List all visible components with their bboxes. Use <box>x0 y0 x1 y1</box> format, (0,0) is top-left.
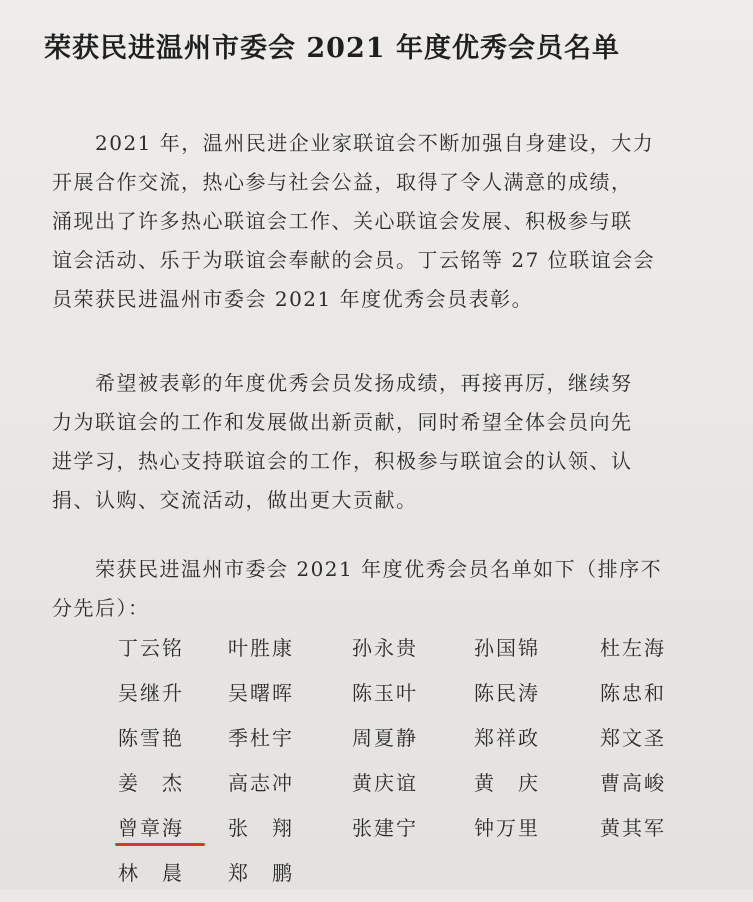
member-name: 季杜宇 <box>228 726 294 750</box>
member-name: 杜左海 <box>600 636 666 660</box>
member-name: 钟万里 <box>474 816 540 840</box>
name-row <box>118 722 738 767</box>
member-name: 郑 鹏 <box>228 861 294 885</box>
member-name: 陈雪艳 <box>118 726 184 750</box>
name-row <box>118 767 738 812</box>
member-name-list <box>118 632 738 902</box>
member-name: 高志冲 <box>228 771 294 795</box>
member-name: 张 翔 <box>228 816 294 840</box>
member-name: 孙永贵 <box>352 636 418 660</box>
member-name: 吴曙晖 <box>228 681 294 705</box>
text-line: 谊会活动、乐于为联谊会奉献的会员。丁云铭等 27 位联谊会会 <box>52 248 656 272</box>
red-underline-mark <box>115 843 205 846</box>
document-title: 荣获民进温州市委会 2021 年度优秀会员名单 <box>44 33 620 64</box>
text-line: 分先后）： <box>52 596 150 620</box>
text-line: 力为联谊会的工作和发展做出新贡献，同时希望全体会员向先 <box>52 410 633 434</box>
member-name: 叶胜康 <box>228 636 294 660</box>
paragraph-hope <box>52 364 742 520</box>
member-name: 姜 杰 <box>118 771 184 795</box>
member-name: 郑文圣 <box>600 726 666 750</box>
text-line: 进学习，热心支持联谊会的工作，积极参与联谊会的认领、认 <box>52 449 633 473</box>
name-row <box>118 677 738 722</box>
member-name: 黄庆谊 <box>352 771 418 795</box>
member-name: 孙国锦 <box>474 636 540 660</box>
member-name: 吴继升 <box>118 681 184 705</box>
paragraph-intro <box>52 124 742 319</box>
paragraph-list-intro <box>52 550 742 628</box>
text-line: 涌现出了许多热心联谊会工作、关心联谊会发展、积极参与联 <box>52 209 633 233</box>
name-row <box>118 632 738 677</box>
text-line: 捐、认购、交流活动，做出更大贡献。 <box>52 488 418 512</box>
member-name: 张建宁 <box>352 816 418 840</box>
member-name: 陈忠和 <box>600 681 666 705</box>
text-line: 希望被表彰的年度优秀会员发扬成绩，再接再厉，继续努 <box>52 371 633 395</box>
member-name: 丁云铭 <box>118 636 184 660</box>
text-line: 开展合作交流，热心参与社会公益，取得了令人满意的成绩， <box>52 170 633 194</box>
member-name: 黄其军 <box>600 816 666 840</box>
member-name: 郑祥政 <box>474 726 540 750</box>
text-line: 员荣获民进温州市委会 2021 年度优秀会员表彰。 <box>52 287 534 311</box>
member-name: 林 晨 <box>118 861 184 885</box>
name-row <box>118 812 738 857</box>
member-name: 陈玉叶 <box>352 681 418 705</box>
member-name: 周夏静 <box>352 726 418 750</box>
member-name: 陈民涛 <box>474 681 540 705</box>
text-line: 2021 年，温州民进企业家联谊会不断加强自身建设，大力 <box>52 131 655 155</box>
member-name: 曹高峻 <box>600 771 666 795</box>
text-line: 荣获民进温州市委会 2021 年度优秀会员名单如下（排序不 <box>52 557 663 581</box>
member-name: 曾章海 <box>118 816 184 840</box>
name-row <box>118 857 738 902</box>
member-name: 黄 庆 <box>474 771 540 795</box>
